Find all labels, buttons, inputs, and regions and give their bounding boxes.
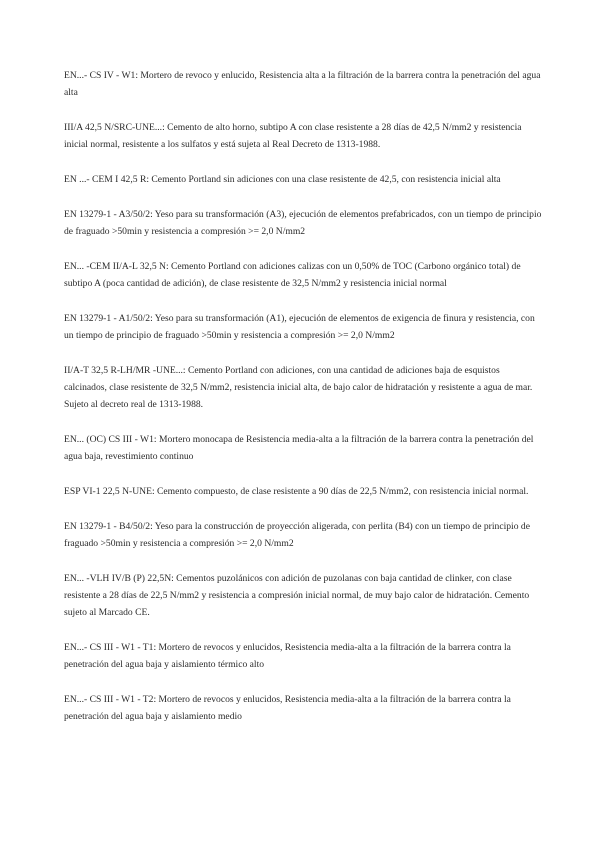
entry-paragraph: II/A-T 32,5 R-LH/MR -UNE...: Cemento Portland con adiciones, con una cantidad de adiciones baja de esquistos calcinados, clase resistente de 32,5 N/mm2, resistencia inicial alta, de bajo calor de hidratación y resistente a agua de mar. Sujeto al decreto real de 1313-1988. (64, 365, 533, 410)
entry-paragraph: EN 13279-1 - B4/50/2: Yeso para la construcción de proyección aligerada, con perlita (B4) con un tiempo de principio de fraguado >50min y resistencia a compresión >= 2,0 N/mm2 (64, 521, 530, 549)
entry-paragraph: EN 13279-1 - A1/50/2: Yeso para su transformación (A1), ejecución de elementos de exigencia de finura y resistencia, con un tiempo de principio de fraguado >50min y resistencia a compresión >= 2,0 N/mm2 (64, 313, 535, 341)
entries-list (64, 67, 542, 743)
entry-paragraph: ESP VI-1 22,5 N-UNE: Cemento compuesto, de clase resistente a 90 días de 22,5 N/mm2, con resistencia inicial normal. (64, 486, 529, 497)
entry-paragraph: EN 13279-1 - A3/50/2: Yeso para su transformación (A3), ejecución de elementos prefabricados, con un tiempo de principio de fraguado >50min y resistencia a compresión >= 2,0 N/mm2 (64, 209, 542, 237)
entry-paragraph: EN...- CS III - W1 - T1: Mortero de revocos y enlucidos, Resistencia media-alta a la filtración de la barrera contra la penetración del agua baja y aislamiento térmico alto (64, 642, 511, 670)
entry-paragraph: EN...- CS IV - W1: Mortero de revoco y enlucido, Resistencia alta a la filtración de la barrera contra la penetración del agua alta (64, 70, 541, 98)
entry-paragraph: EN ...- CEM I 42,5 R: Cemento Portland sin adiciones con una clase resistente de 42,5, con resistencia inicial alta (64, 174, 501, 185)
entry-paragraph: EN...- CS III - W1 - T2: Mortero de revocos y enlucidos, Resistencia media-alta a la filtración de la barrera contra la penetración del agua baja y aislamiento medio (64, 694, 511, 722)
entry-paragraph: III/A 42,5 N/SRC-UNE...: Cemento de alto horno, subtipo A con clase resistente a 28 días de 42,5 N/mm2 y resistencia inicial normal, resistente a los sulfatos y está sujeta al Real Decreto de 1313-1988. (64, 122, 522, 150)
entry-paragraph: EN... -CEM II/A-L 32,5 N: Cemento Portland con adiciones calizas con un 0,50% de TOC (Carbono orgánico total) de subtipo A (poca cantidad de adición), de clase resistente de 32,5 N/mm2 y resistencia inicial normal (64, 261, 521, 289)
entry-paragraph: EN... (OC) CS III - W1: Mortero monocapa de Resistencia media-alta a la filtración de la barrera contra la penetración del agua baja, revestimiento continuo (64, 434, 534, 462)
entry-paragraph: EN... -VLH IV/B (P) 22,5N: Cementos puzolánicos con adición de puzolanas con baja cantidad de clinker, con clase resistente a 28 días de 22,5 N/mm2 y resistencia a compresión inicial normal, de muy bajo calor de hidratación. Cemento sujeto al Marcado CE. (64, 573, 530, 618)
